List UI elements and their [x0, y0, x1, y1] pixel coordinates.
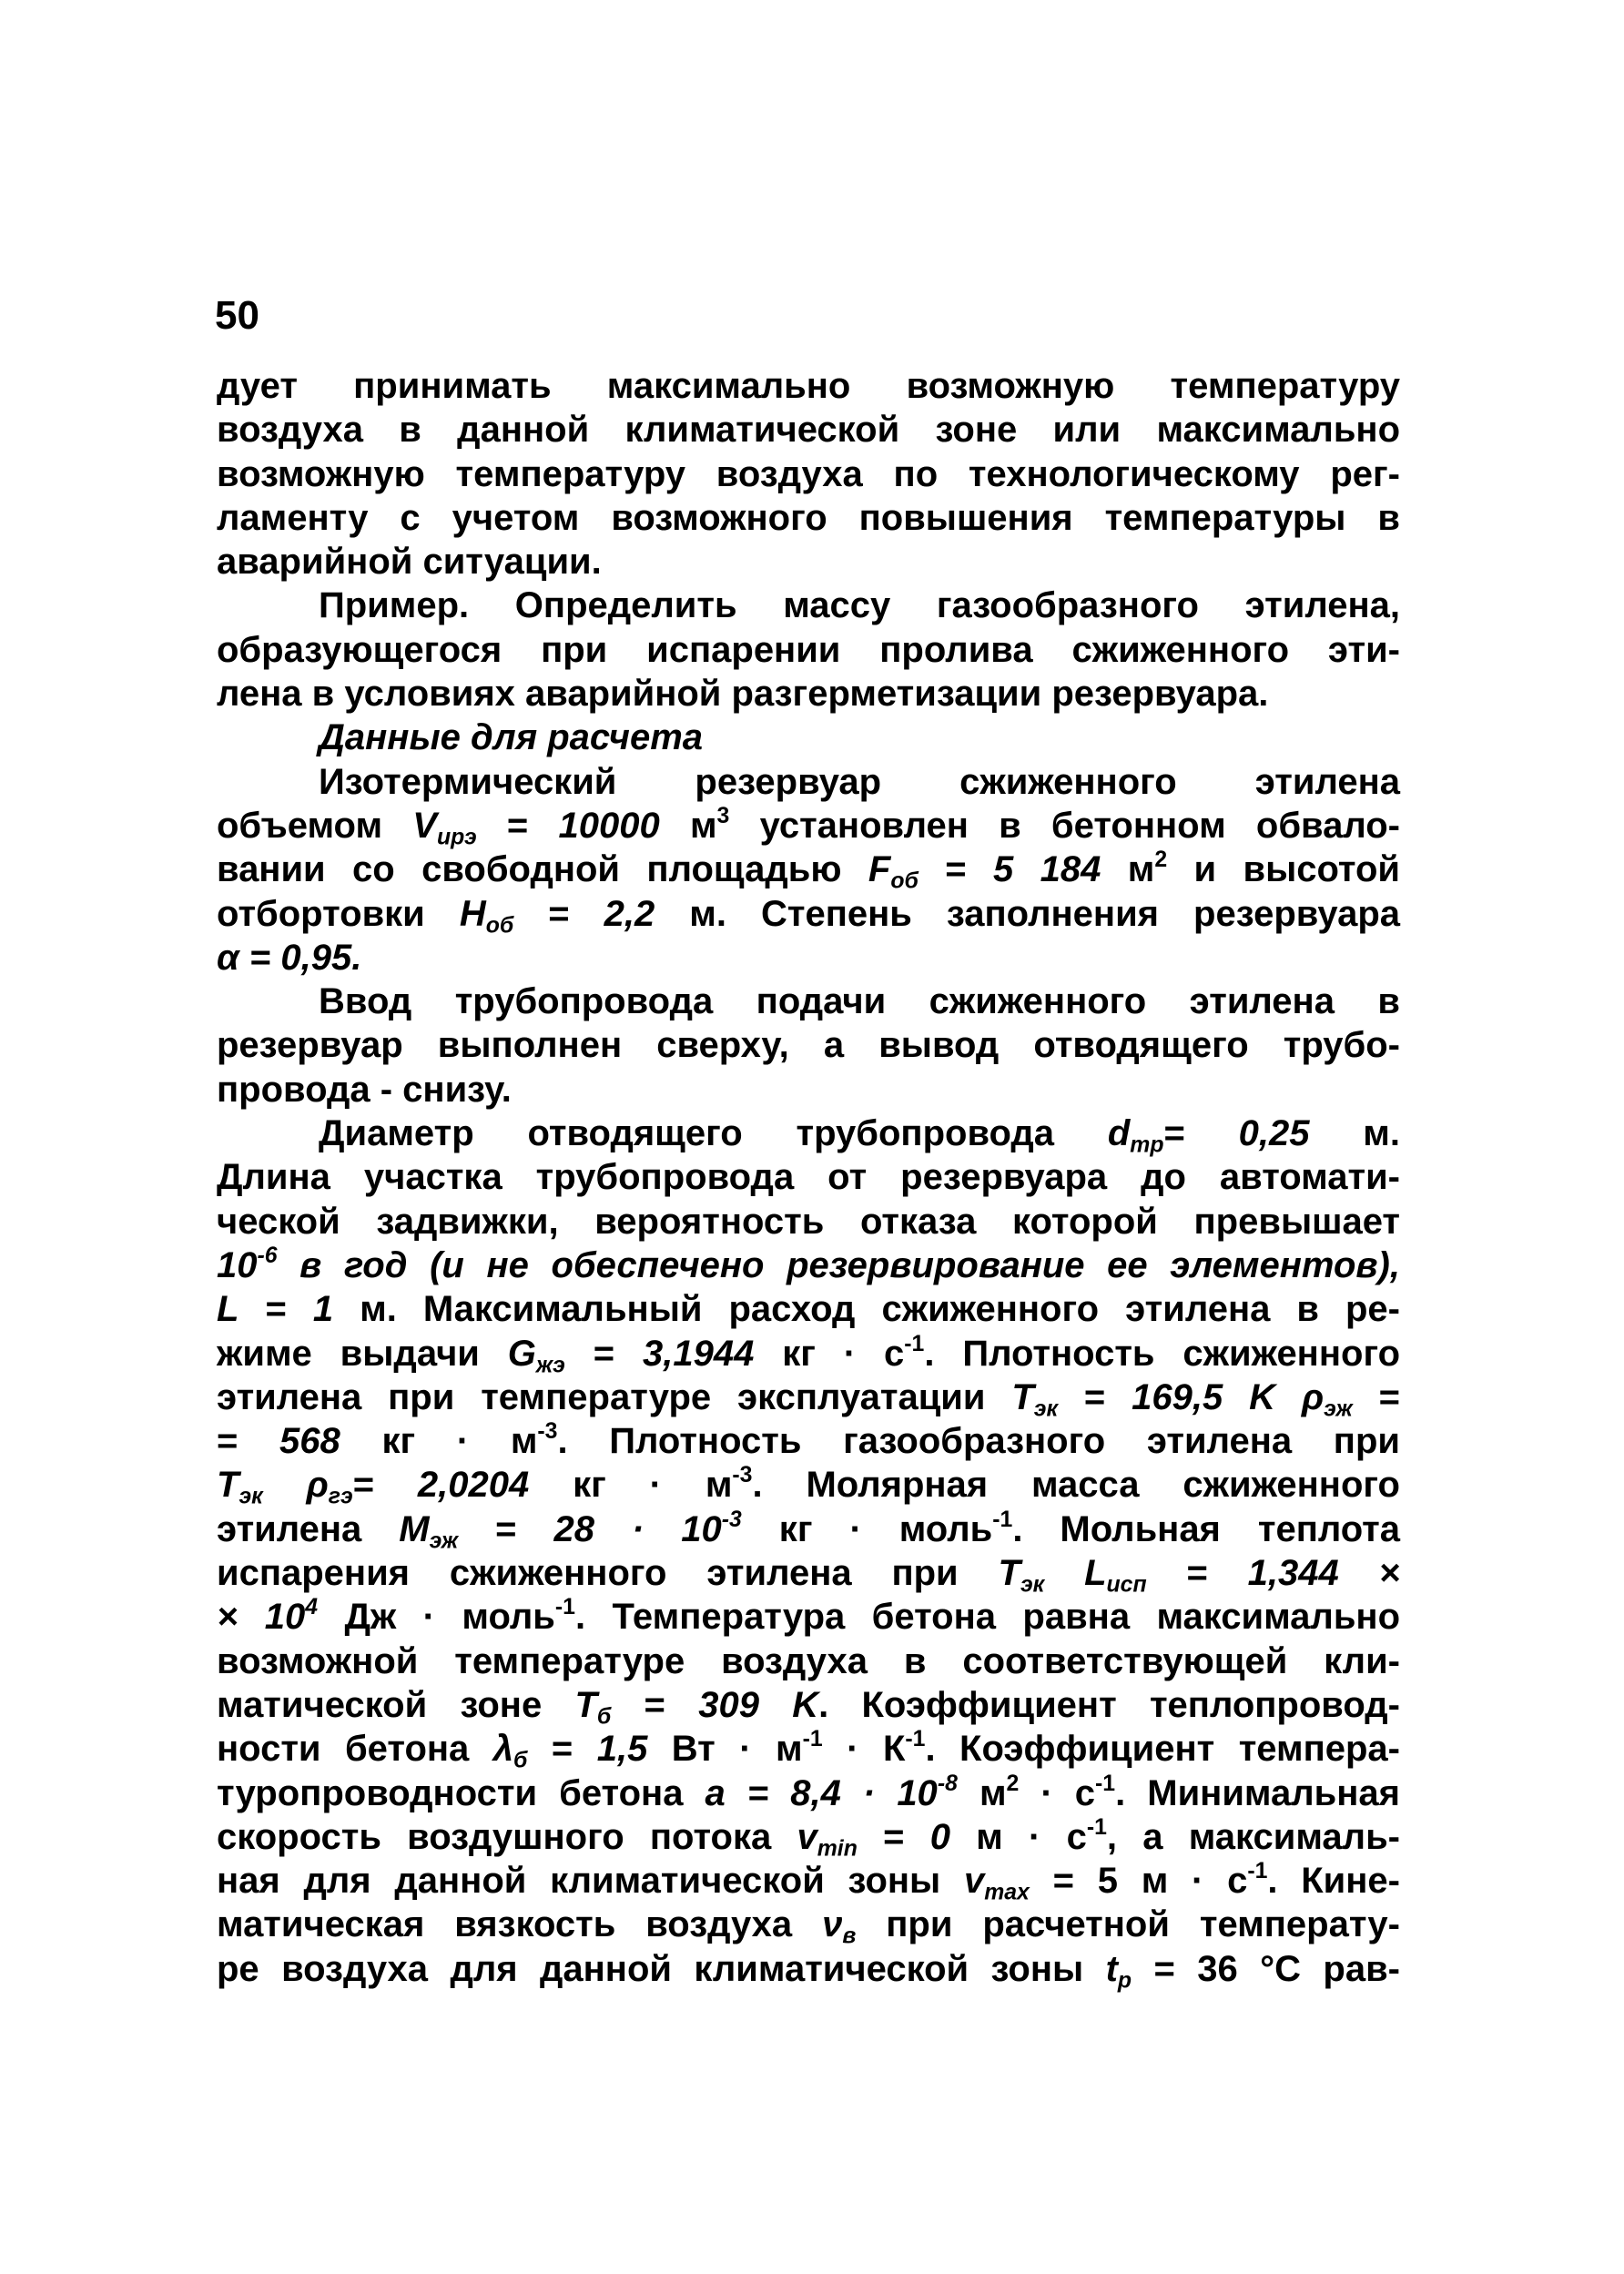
text-line: ламенту с учетом возможного повышения температуры в	[217, 497, 1400, 538]
text-line: $10^{-6}$ в год (и не обеспечено резервирование ее элементов),	[217, 1243, 1400, 1285]
text-line: Диаметр отводящего трубопровода $d_{тр}= 0,25$ м.	[319, 1113, 1400, 1158]
text-line: аварийной ситуации.	[217, 542, 602, 583]
text-line: этилена при температуре эксплуатации $T_{эк} = 169,5$ K $\rho_{эж}$ =	[217, 1376, 1400, 1422]
text-line: Изотермический резервуар сжиженного этилена	[319, 761, 1400, 802]
example-line: Пример. Определить массу газообразного этилена,	[319, 585, 1400, 626]
text-line: = 568 кг · $м^{-3}$. Плотность газообразного этилена при	[217, 1419, 1400, 1462]
text-line: возможной температуре воздуха в соответствующей кли-	[217, 1640, 1400, 1681]
text-line: жиме выдачи $G_{жэ} = 3,1944$ кг · $с^{-1}$. Плотность сжиженного	[217, 1331, 1401, 1377]
text-line: $T_{эк}$ $\rho_{гэ}= 2,0204$ кг · $м^{-3}$. Молярная масса сжиженного	[217, 1463, 1400, 1509]
page-number: 50	[215, 293, 259, 338]
text-line: α = 0,95.	[217, 937, 362, 978]
text-line: × $10^4$ Дж · моль$^{-1}$. Температура бетона равна максимально	[217, 1595, 1401, 1638]
text-line: вании со свободной площадью $F_{об} = 5$ 184 $м^2$ и высотой	[217, 848, 1401, 894]
text-line: ре воздуха для данной климатической зоны $t_p = 36$ °С рав-	[217, 1948, 1401, 1994]
text-line: матической зоне $T_б = 309$ K. Коэффициент теплопровод-	[217, 1684, 1400, 1730]
text-line: Ввод трубопровода подачи сжиженного этилена в	[319, 981, 1400, 1022]
text-line: Длина участка трубопровода от резервуара до автомати-	[217, 1157, 1400, 1198]
text-line: ческой задвижки, вероятность отказа которой превышает	[217, 1201, 1400, 1242]
section-heading: Данные для расчета	[319, 717, 704, 758]
body-text	[217, 364, 1401, 1994]
text-line: этилена $M_{эж} = 28 \cdot 10^{-3}$ кг · моль$^{-1}$. Мольная теплота	[217, 1507, 1401, 1554]
text-line: ная для данной климатической зоны $v_{max} = 5$ $м \cdot с^{-1}$. Кине-	[217, 1858, 1400, 1905]
text-line: объемом $V_{ирэ} = 10000$ $м^3$ установлен в бетонном обвало-	[217, 803, 1400, 850]
text-line: туропроводности бетона $a = 8,4 \cdot 10^{-8}$ $м^2 \cdot с^{-1}$. Минимальная	[217, 1771, 1400, 1813]
text-line: отбортовки $H_{об} = 2,2$ м. Степень заполнения резервуара	[217, 893, 1400, 938]
text-line: матическая вязкость воздуха $\nu_в$ при расчетной температу-	[217, 1904, 1400, 1949]
text-line: ности бетона $\lambda_б = 1,5$ Вт · $м^{-1} \cdot К^{-1}$. Коэффициент темпера-	[217, 1727, 1401, 1773]
text-line: образующегося при испарении пролива сжиженного эти-	[217, 629, 1400, 670]
text-line: воздуха в данной климатической зоне или максимально	[217, 410, 1400, 451]
text-line: провода - снизу.	[217, 1069, 512, 1110]
text-line: скорость воздушного потока $v_{min} = 0$ $м \cdot с^{-1}$, а максималь-	[217, 1814, 1400, 1862]
text-line: возможную температуру воздуха по технологическому рег-	[217, 453, 1400, 494]
example-label: Пример.	[319, 585, 470, 626]
text-line: дует принимать максимально возможную температуру	[217, 366, 1400, 406]
text-line: испарения сжиженного этилена при $T_{эк}$ $L_{исп} = 1,344$ ×	[217, 1553, 1400, 1598]
text-line: резервуар выполнен сверху, а вывод отводящего трубо-	[217, 1025, 1400, 1066]
text-line: L = 1 м. Максимальный расход сжиженного этилена в ре-	[217, 1289, 1400, 1330]
text-line: лена в условиях аварийной разгерметизации резервуара.	[217, 674, 1269, 715]
